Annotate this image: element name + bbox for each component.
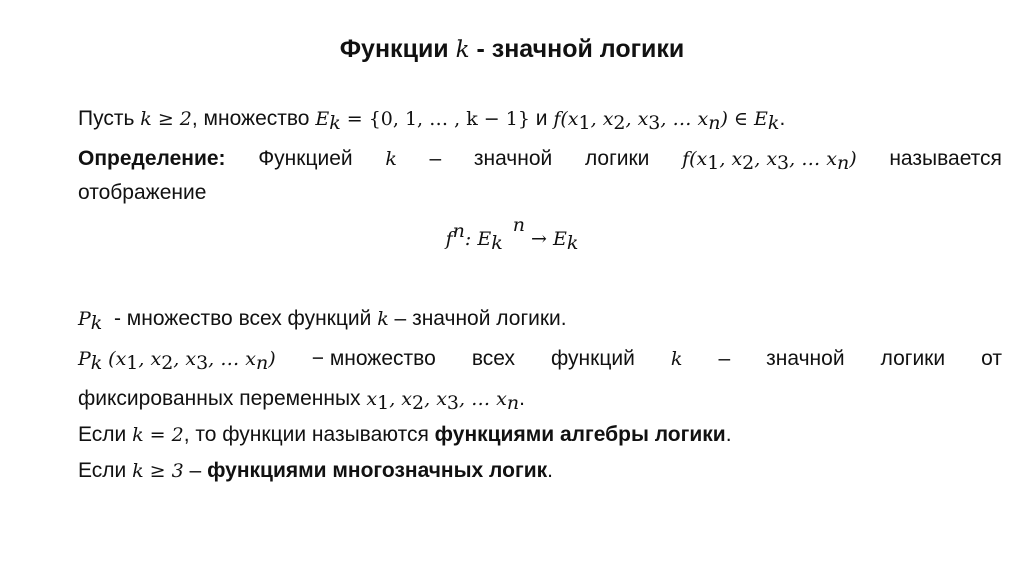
bold-term: функциями алгебры логики — [434, 423, 726, 446]
math-fragment: , … x — [459, 388, 507, 410]
math-fragment: , … x — [660, 108, 709, 130]
text-fragment: – значной логики. — [388, 307, 567, 330]
math-fragment: : E — [464, 228, 492, 250]
text-fragment: Если — [78, 459, 133, 482]
math-fragment: f(x — [553, 108, 579, 130]
word: значной — [473, 147, 553, 170]
math-k-eq-2: k = 2 — [132, 424, 184, 446]
word: Функцией — [258, 147, 353, 170]
math-fragment: , x — [173, 348, 197, 370]
math-subscript: k — [90, 352, 103, 374]
math-fragment: E — [315, 108, 330, 130]
pk-variables-line — [78, 344, 1002, 374]
math-fragment: f — [445, 228, 453, 250]
math-fragment: , … x — [208, 348, 257, 370]
word: называется — [889, 147, 1002, 170]
math-fragment: , x — [625, 108, 649, 130]
boolean-logic-line — [78, 420, 1002, 450]
math-fragment: P — [78, 348, 91, 370]
math-k: k — [385, 148, 397, 170]
text-fragment: . — [519, 387, 525, 410]
definition-line — [78, 144, 1002, 174]
math-fragment: → E — [524, 228, 567, 250]
title-variable: k — [455, 37, 470, 63]
word: значной — [766, 347, 845, 370]
multivalued-logic-line — [78, 456, 1002, 486]
math-fragment: , x — [590, 108, 614, 130]
math-fragment: ) — [268, 348, 276, 370]
text-fragment: . — [547, 459, 553, 482]
math-subscript: n — [256, 352, 269, 374]
math-subscript: n — [506, 392, 520, 414]
math-subscript: 1 — [126, 352, 139, 374]
math-fragment: ) — [849, 148, 857, 170]
math-fragment: x — [366, 388, 378, 410]
text-fragment: – — [183, 459, 208, 482]
text-fragment: - множество всех функций — [102, 307, 378, 330]
definition-continuation — [78, 178, 1002, 208]
text-fragment: и — [529, 107, 554, 130]
text-fragment: . — [725, 423, 732, 446]
math-function-expression — [682, 144, 857, 174]
math-subscript: 1 — [707, 152, 720, 174]
text-fragment: . — [779, 107, 786, 130]
math-subscript: 1 — [377, 392, 390, 414]
word: логики — [584, 147, 650, 170]
math-k: k — [377, 308, 389, 330]
text-fragment: , то функции называются — [183, 423, 435, 446]
math-superscript: n — [452, 220, 465, 242]
math-fragment: , x — [754, 148, 778, 170]
math-fragment: P — [78, 308, 91, 330]
title-prefix: Функции — [339, 35, 456, 63]
pk-description-line — [78, 304, 1002, 334]
math-subscript: 3 — [648, 112, 661, 134]
fixed-variables-line — [78, 384, 1002, 414]
math-fragment: ) ∈ E — [720, 108, 768, 130]
math-subscript: 3 — [446, 392, 459, 414]
slide-title — [0, 32, 1024, 67]
math-subscript: 1 — [578, 112, 591, 134]
text-fragment: Если — [78, 423, 133, 446]
math-k-geq-2: k ≥ 2 — [140, 108, 192, 130]
math-subscript: k — [90, 312, 103, 334]
text-fragment: , множество — [191, 107, 316, 130]
math-pk-expression — [78, 344, 276, 374]
math-fragment: (x — [108, 348, 127, 370]
word: логики — [880, 347, 946, 370]
math-subscript: 3 — [777, 152, 790, 174]
math-subscript: 2 — [742, 152, 755, 174]
math-subscript: k — [566, 232, 579, 254]
word: − множество — [311, 347, 436, 370]
math-subscript: n — [708, 112, 721, 134]
title-suffix: - значной логики — [469, 35, 685, 63]
math-subscript: k — [767, 112, 780, 134]
bold-term: функциями многозначных логик — [207, 459, 548, 482]
math-k: k — [670, 348, 683, 370]
math-fragment: , x — [138, 348, 162, 370]
math-subscript: 2 — [412, 392, 425, 414]
word: от — [981, 347, 1002, 370]
word: всех — [471, 347, 515, 370]
dash: – — [718, 347, 731, 370]
math-set-definition: = {0, 1, … , k − 1} — [340, 108, 530, 130]
math-fragment: , … x — [789, 148, 837, 170]
math-fragment: , x — [389, 388, 413, 410]
math-fragment: , x — [424, 388, 447, 410]
math-fragment: , x — [719, 148, 743, 170]
text-fragment: Пусть — [78, 107, 141, 130]
math-subscript: 2 — [613, 112, 626, 134]
mapping-formula — [0, 214, 1024, 254]
math-superscript: n — [512, 214, 525, 236]
definition-premise-line — [78, 104, 1002, 134]
math-subscript: 3 — [196, 352, 209, 374]
math-subscript: n — [836, 152, 850, 174]
math-subscript: 2 — [161, 352, 174, 374]
word: функций — [551, 347, 635, 370]
math-fragment: f(x — [682, 148, 708, 170]
text-fragment: фиксированных переменных — [78, 387, 367, 410]
text-fragment: отображение — [78, 181, 207, 204]
math-k-geq-3: k ≥ 3 — [132, 460, 184, 482]
math-subscript: k — [491, 232, 503, 254]
definition-label: Определение: — [78, 147, 226, 170]
math-subscript: k — [329, 112, 341, 134]
dash: – — [429, 147, 442, 170]
